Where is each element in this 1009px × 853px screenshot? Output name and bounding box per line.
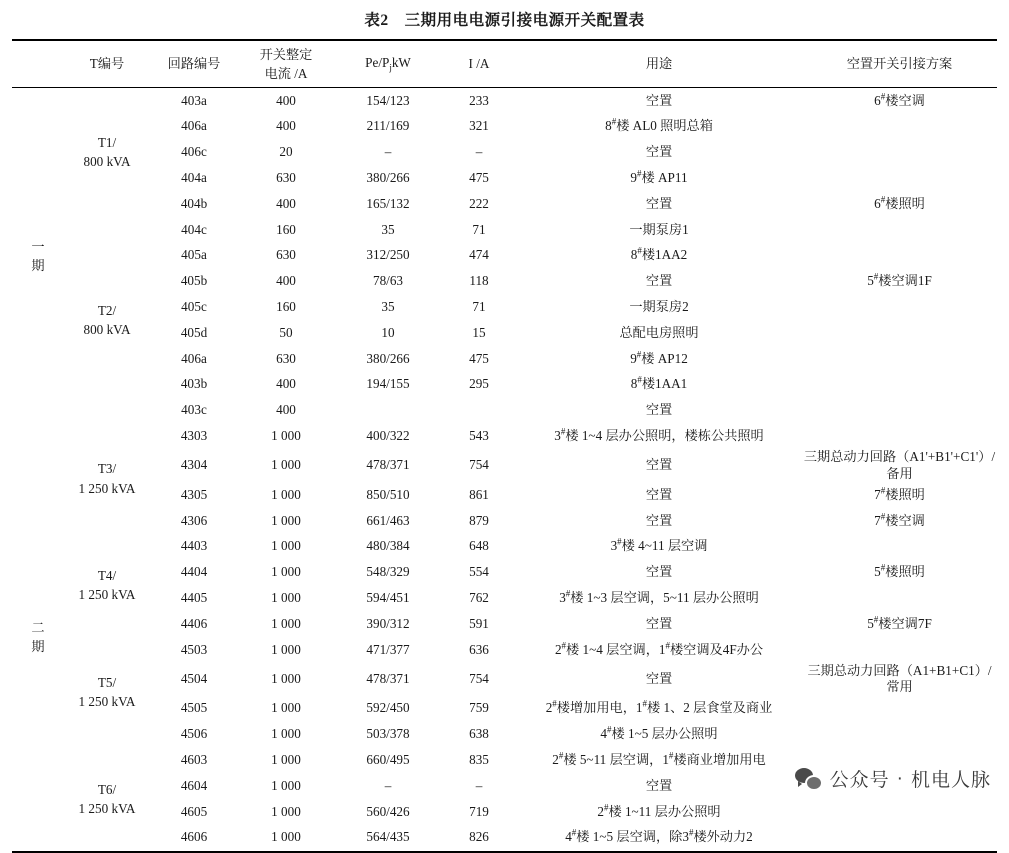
table-row: [12, 269, 997, 295]
table-caption: 表2 三期用电电源引接电源开关配置表: [364, 12, 645, 29]
plan-cell: [802, 165, 997, 191]
usage-cell: 空置: [645, 777, 673, 793]
column-header-current: I /A: [442, 40, 516, 88]
wechat-icon: [795, 768, 821, 790]
circuit-number-cell: 406a: [181, 350, 207, 366]
circuit-number-cell: 405c: [181, 299, 207, 315]
table-row: [12, 294, 997, 320]
pe-pj-cell: 660/495: [366, 751, 410, 767]
usage-cell: 空置: [645, 457, 673, 473]
pe-pj-cell: 503/378: [366, 726, 410, 742]
pe-pj-cell: 35: [381, 221, 395, 237]
pe-pj-cell: 480/384: [366, 538, 410, 554]
pe-pj-cell: 594/451: [366, 589, 410, 605]
circuit-number-cell: 404b: [180, 195, 208, 211]
current-cell: 233: [469, 92, 489, 108]
usage-cell: 2#楼 5~11 层空调，1#楼商业增加用电: [552, 750, 766, 767]
table-row: [12, 346, 997, 372]
circuit-number-cell: 406a: [181, 118, 207, 134]
table-head: [12, 40, 997, 88]
plan-cell: 7#楼照明: [874, 485, 925, 502]
usage-cell: 4#楼 1~5 层空调，除3#楼外动力2: [565, 827, 753, 845]
circuit-number-cell: 4305: [180, 486, 208, 502]
pe-pj-cell: 211/169: [366, 118, 410, 134]
table-row: [12, 560, 997, 586]
current-cell: 759: [469, 700, 489, 716]
pe-pj-cell: –: [384, 144, 392, 160]
table-row: [12, 611, 997, 637]
usage-cell: 3#楼 1~3 层空调，5~11 层办公照明: [559, 588, 759, 605]
circuit-number-cell: 405a: [181, 247, 207, 263]
table-row: [12, 449, 997, 482]
circuit-number-cell: 4505: [180, 700, 208, 716]
set-current-cell: 630: [276, 247, 296, 263]
column-header-plan: 空置开关引接方案: [802, 40, 997, 88]
usage-cell: 空置: [645, 402, 673, 418]
current-cell: 754: [469, 670, 489, 686]
set-current-cell: 400: [276, 92, 296, 108]
usage-cell: 一期泵房1: [629, 221, 689, 237]
t-group-label: T2/ 800 kVA: [83, 303, 131, 338]
set-current-cell: 1 000: [271, 564, 301, 580]
table-row: [12, 508, 997, 534]
set-current-cell: 1 000: [271, 670, 301, 686]
set-current-cell: 1 000: [271, 829, 301, 845]
plan-cell: [802, 320, 997, 346]
circuit-number-cell: 4404: [180, 564, 208, 580]
current-cell: 543: [469, 428, 489, 443]
watermark-text-right: 机电人脉: [910, 770, 991, 791]
pe-pj-cell: 400/322: [366, 428, 410, 443]
table-row: [12, 825, 997, 852]
usage-cell: 2#楼 1~11 层办公照明: [597, 802, 721, 819]
pe-pj-cell: 312/250: [366, 247, 410, 263]
table-row: [12, 191, 997, 217]
pe-pj-cell: 471/377: [366, 641, 410, 657]
circuit-number-cell: 4605: [180, 803, 208, 819]
plan-cell: [802, 423, 997, 449]
plan-cell: [802, 799, 997, 825]
watermark-text-left: 公众号: [829, 770, 890, 791]
usage-cell: 空置: [645, 486, 673, 502]
circuit-number-cell: 4406: [180, 615, 208, 631]
circuit-number-cell: 4603: [180, 751, 208, 767]
plan-cell: [802, 346, 997, 372]
watermark-separator: ·: [896, 767, 904, 789]
usage-cell: 空置: [645, 92, 673, 108]
circuit-number-cell: 405d: [180, 324, 208, 340]
set-current-line1: 开关整定: [259, 46, 313, 62]
current-cell: 474: [469, 247, 489, 263]
column-header-phase: [12, 40, 64, 88]
table-row: [12, 585, 997, 611]
pe-pj-cell: 850/510: [366, 486, 410, 502]
current-cell: –: [475, 777, 483, 793]
power-switch-configuration-table: [12, 39, 997, 853]
set-current-cell: 400: [276, 195, 296, 211]
circuit-number-cell: 404c: [181, 221, 207, 237]
table-row: [12, 663, 997, 696]
plan-cell: [802, 722, 997, 748]
table-row: [12, 372, 997, 398]
usage-cell: 4#楼 1~5 层办公照明: [600, 724, 718, 742]
pe-pj-cell: 592/450: [366, 700, 410, 716]
set-current-cell: 160: [276, 221, 296, 237]
t-group-label: T5/ 1 250 kVA: [78, 674, 136, 710]
current-cell: –: [475, 144, 483, 160]
pe-pj-cell: [334, 398, 442, 424]
current-cell: 835: [469, 751, 489, 767]
current-cell: 71: [472, 221, 486, 237]
set-current-cell: 630: [276, 350, 296, 366]
current-cell: 636: [469, 641, 489, 657]
set-current-cell: 1 000: [271, 803, 301, 819]
table-row: [12, 398, 997, 424]
circuit-number-cell: 403a: [181, 92, 207, 108]
circuit-number-cell: 4604: [180, 777, 208, 793]
set-current-cell: 1 000: [271, 751, 301, 767]
table-row: [12, 320, 997, 346]
usage-cell: 3#楼 1~4 层办公照明，楼栋公共照明: [554, 426, 764, 443]
plan-cell: 7#楼空调: [874, 511, 925, 528]
plan-cell: [802, 294, 997, 320]
plan-cell: 三期总动力回路（A1+B1+C1）/常用: [807, 662, 992, 695]
circuit-number-cell: 4304: [180, 457, 208, 473]
plan-cell: 6#楼照明: [874, 194, 925, 211]
pe-pj-cell: 564/435: [366, 829, 410, 845]
current-cell: 591: [469, 615, 489, 631]
usage-cell: 空置: [645, 273, 673, 289]
set-current-cell: 1 000: [271, 777, 301, 793]
usage-cell: 空置: [645, 144, 673, 160]
set-current-line2: 电流 /A: [264, 66, 308, 81]
pe-pj-cell: 380/266: [366, 170, 410, 186]
current-cell: 475: [469, 350, 489, 366]
set-current-cell: 1 000: [271, 457, 301, 473]
column-header-set-current: [238, 40, 334, 88]
plan-cell: [802, 637, 997, 663]
circuit-number-cell: 4405: [180, 589, 208, 605]
usage-cell: 2#楼增加用电，1#楼 1、2 层食堂及商业: [545, 698, 773, 716]
pe-pj-cell: 548/329: [366, 564, 410, 580]
set-current-cell: 20: [279, 144, 293, 160]
table-bottom-rule: [12, 852, 997, 853]
usage-cell: 空置: [645, 195, 673, 211]
t-group-label: T6/ 1 250 kVA: [78, 781, 136, 816]
current-cell: 638: [469, 726, 489, 742]
set-current-cell: 50: [279, 324, 293, 340]
plan-cell: [802, 217, 997, 243]
t-group-label: T1/ 800 kVA: [83, 135, 131, 170]
current-cell: 222: [469, 195, 489, 211]
circuit-number-cell: 403c: [181, 402, 207, 418]
plan-cell: 5#楼空调7F: [867, 614, 932, 631]
table-row: [12, 88, 997, 114]
usage-cell: 空置: [645, 670, 673, 686]
plan-cell: [802, 398, 997, 424]
plan-cell: [802, 534, 997, 560]
table-header-row: [12, 40, 997, 88]
table-row: [12, 114, 997, 140]
current-cell: 554: [469, 564, 489, 580]
pe-pj-cell: 154/123: [366, 92, 410, 108]
set-current-cell: 400: [276, 376, 296, 392]
circuit-number-cell: 4303: [180, 428, 208, 443]
usage-cell: 空置: [645, 564, 673, 580]
set-current-cell: 1 000: [271, 726, 301, 742]
table-row: [12, 722, 997, 748]
pe-pj-cell: 560/426: [366, 803, 410, 819]
pe-pj-cell: 78/63: [372, 273, 404, 289]
pe-pj-cell: 478/371: [366, 457, 410, 473]
set-current-cell: 1 000: [271, 538, 301, 554]
plan-cell: [802, 825, 997, 852]
set-current-cell: 1 000: [271, 589, 301, 605]
set-current-cell: 1 000: [271, 700, 301, 716]
column-header-circuit-number: 回路编号: [150, 40, 238, 88]
usage-cell: 空置: [645, 512, 673, 528]
current-cell: 648: [469, 538, 489, 554]
usage-cell: 9#楼 AP12: [630, 349, 688, 366]
usage-cell: 3#楼 4~11 层空调: [610, 537, 708, 554]
t-group-label: T4/ 1 250 kVA: [78, 568, 136, 603]
current-cell: [442, 398, 516, 424]
plan-cell: [802, 696, 997, 722]
pe-pj-cell: 390/312: [366, 615, 410, 631]
pe-pj-cell: 35: [381, 299, 395, 315]
usage-cell: 8#楼1AA2: [630, 246, 688, 263]
set-current-cell: 1 000: [271, 486, 301, 502]
set-current-cell: 1 000: [271, 615, 301, 631]
circuit-number-cell: 403b: [180, 376, 208, 392]
circuit-number-cell: 404a: [181, 170, 207, 186]
current-cell: 826: [469, 829, 489, 845]
circuit-number-cell: 406c: [181, 144, 207, 160]
pe-pj-cell: 10: [381, 324, 395, 340]
circuit-number-cell: 405b: [180, 273, 208, 289]
table-row: [12, 423, 997, 449]
current-cell: 475: [469, 170, 489, 186]
phase-group-label: 一 期: [31, 238, 45, 273]
column-header-usage: 用途: [516, 40, 802, 88]
usage-cell: 8#楼1AA1: [630, 375, 688, 392]
plan-cell: 5#楼照明: [874, 562, 925, 580]
plan-cell: 5#楼空调1F: [867, 271, 932, 289]
table-row: [12, 140, 997, 166]
set-current-cell: 1 000: [271, 641, 301, 657]
current-cell: 861: [469, 486, 489, 502]
set-current-cell: 160: [276, 299, 296, 315]
current-cell: 762: [469, 589, 489, 605]
usage-cell: 空置: [645, 615, 673, 631]
current-cell: 118: [469, 273, 489, 289]
table-row: [12, 696, 997, 722]
circuit-number-cell: 4504: [180, 670, 208, 686]
plan-cell: [802, 114, 997, 140]
table-row: [12, 482, 997, 508]
table-row: [12, 637, 997, 663]
pe-pj-cell: 661/463: [366, 512, 410, 528]
plan-cell: [802, 243, 997, 269]
current-cell: 754: [469, 457, 489, 473]
set-current-cell: 400: [276, 273, 296, 289]
set-current-cell: 1 000: [271, 512, 301, 528]
circuit-number-cell: 4306: [180, 512, 208, 528]
column-header-t-number: T编号: [64, 40, 150, 88]
current-cell: 879: [469, 512, 489, 528]
pe-pj-cell: 194/155: [366, 376, 410, 392]
plan-cell: [802, 585, 997, 611]
usage-cell: 总配电房照明: [619, 324, 699, 340]
set-current-cell: 400: [276, 402, 296, 418]
table-body: [12, 88, 997, 853]
table-row: [12, 243, 997, 269]
circuit-number-cell: 4403: [180, 538, 208, 554]
plan-cell: [802, 372, 997, 398]
pe-pj-cell: –: [384, 777, 392, 793]
table-row: [12, 165, 997, 191]
usage-cell: 9#楼 AP11: [630, 168, 688, 186]
current-cell: 71: [472, 299, 486, 315]
set-current-cell: 1 000: [271, 428, 301, 443]
usage-cell: 8#楼 AL0 照明总箱: [605, 117, 713, 134]
circuit-number-cell: 4606: [180, 829, 208, 845]
t-group-label: T3/ 1 250 kVA: [78, 461, 136, 496]
usage-cell: 一期泵房2: [629, 299, 689, 315]
circuit-number-cell: 4503: [180, 641, 208, 657]
table-row: [12, 534, 997, 560]
set-current-cell: 630: [276, 170, 296, 186]
table-row: [12, 217, 997, 243]
pe-pj-cell: 478/371: [366, 670, 410, 686]
plan-cell: 三期总动力回路（A1'+B1'+C1'）/备用: [803, 449, 996, 481]
current-cell: 719: [469, 803, 489, 819]
usage-cell: 2#楼 1~4 层空调，1#楼空调及4F办公: [554, 640, 764, 657]
current-cell: 295: [469, 376, 489, 392]
plan-cell: 6#楼空调: [874, 91, 925, 108]
circuit-number-cell: 4506: [180, 726, 208, 742]
phase-group-label: 二 期: [31, 619, 45, 654]
plan-cell: [802, 140, 997, 166]
column-header-pe-pj: $Pe/P_jkW$: [334, 40, 442, 88]
current-cell: 321: [469, 118, 489, 134]
pe-pj-cell: 380/266: [366, 350, 410, 366]
table-row: [12, 799, 997, 825]
watermark: [795, 765, 991, 792]
current-cell: 15: [472, 324, 486, 340]
pe-pj-cell: 165/132: [366, 195, 410, 211]
set-current-cell: 400: [276, 118, 296, 134]
